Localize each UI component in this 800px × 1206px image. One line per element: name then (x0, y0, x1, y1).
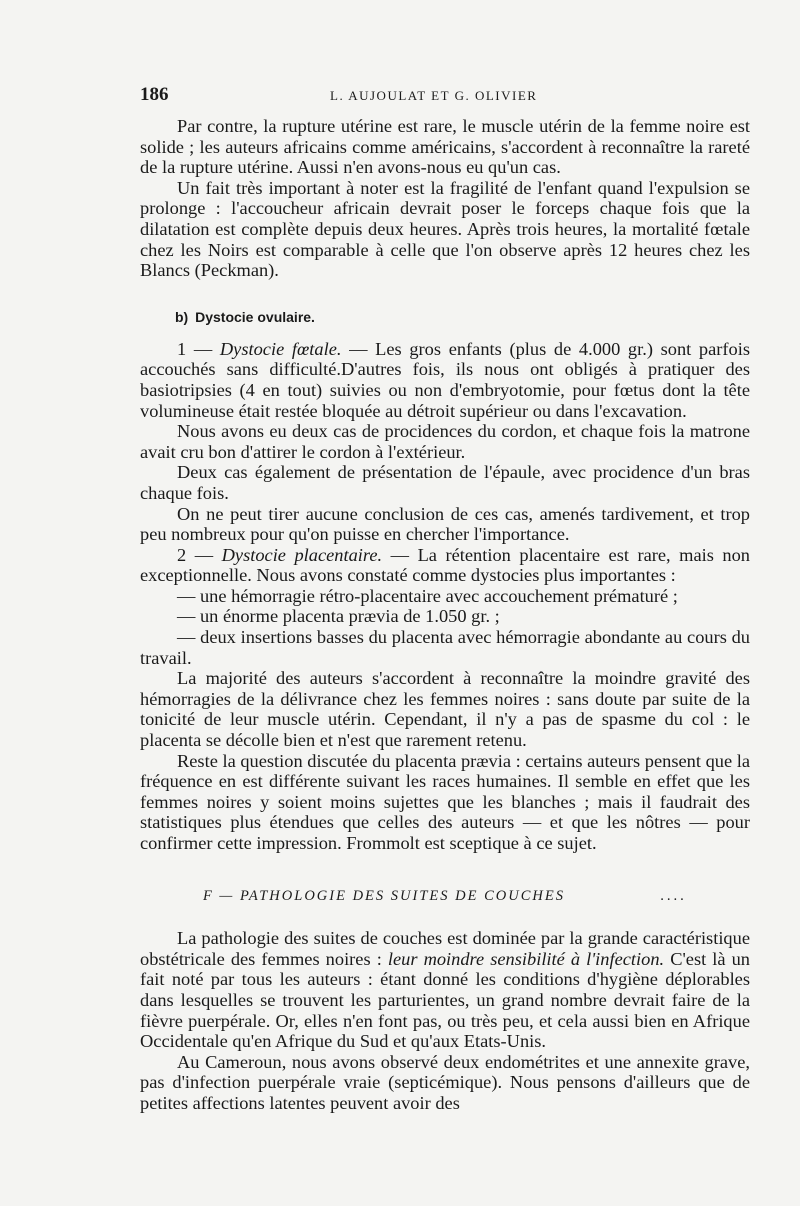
numbered-item (140, 339, 750, 421)
running-head: L. AUJOULAT ET G. OLIVIER (330, 88, 538, 103)
item-number: 1 — (177, 338, 220, 359)
paragraph: La majorité des auteurs s'accordent à reconnaître la moindre gravité des hémorragies de la délivrance chez les femmes noires : sans doute par suite de la tonicité de leur muscle utérin. Cependant, il n'y a pas de spasme du col : le placenta se décolle bien et n'est que rarement retenu. (140, 668, 750, 751)
emphasis-text: leur moindre sensibilité à l'infection. (387, 948, 665, 969)
dash-list-item: — une hémorragie rétro-placentaire avec accouchement prématuré ; (177, 585, 678, 606)
item-text: — La rétention placentaire est rare, mais non exceptionnelle. Nous avons constaté comme dystocies plus importantes : (140, 544, 751, 586)
item-number: 2 — (177, 544, 222, 565)
page-header (140, 84, 750, 108)
paragraph: Reste la question discutée du placenta prævia : certains auteurs pensent que la fréquence en est différente suivant les races humaines. Il semble en effet que les femmes noires y soient moins sujettes que les blanches ; mais il faudrait des statistiques plus étendues que celles des auteurs — et que les nôtres — pour confirmer cette impression. Frommolt est sceptique à ce sujet. (140, 750, 750, 853)
subsection-marker: b) (175, 308, 189, 325)
dash-list-item: — deux insertions basses du placenta avec hémorragie abondante au cours du travail. (140, 627, 750, 668)
section-dots: .... (660, 887, 688, 904)
item-text: — Les gros enfants (plus de 4.000 gr.) sont parfois accouchés sans difficulté.D'autres fois, ils nous ont obligés à pratiquer des basiotripsies (4 en tout) suivies ou non d'embryotomie, pour fœtus dont la tête volumineuse était restée bloquée au détroit supérieur ou dans l'excavation. (140, 338, 750, 421)
paragraph: Deux cas également de présentation de l'épaule, avec procidence d'un bras chaque fois. (140, 462, 750, 503)
paragraph: Au Cameroun, nous avons observé deux endométrites et une annexite grave, pas d'infection puerpérale vraie (septicémique). Nous pensons d'ailleurs que de petites affections latentes peuvent avoir des (140, 1051, 750, 1113)
body-text (140, 116, 750, 1114)
paragraph-text: C'est là un fait noté par tous les auteurs : étant donné les conditions d'hygiène déplorables dans lesquelles se trouvent les parturientes, un grand nombre devrait faire de la fièvre puerpérale. Or, elles n'en font pas, ou très peu, et cela aussi bien en Afrique Occidentale qu'en Afrique du Sud et qu'aux Etats-Unis. (140, 948, 751, 1052)
item-title: Dystocie fœtale. (219, 338, 342, 359)
dash-list-item: — un énorme placenta prævia de 1.050 gr. ; (177, 606, 500, 627)
paragraph: On ne peut tirer aucune conclusion de ces cas, amenés tardivement, et trop peu nombreux pour qu'on puisse en chercher l'importance. (140, 503, 750, 545)
paragraph: Par contre, la rupture utérine est rare, le muscle utérin de la femme noire est solide ; les auteurs africains comme américains, s'accordent à reconnaître la rareté de la rupture utérine. Aussi n'en avons-nous eu qu'un cas. (140, 116, 750, 178)
paragraph-text: La pathologie des suites de couches est dominée par la grande caractéristique obstétricale des femmes noires : (140, 928, 750, 969)
subsection-heading (175, 307, 750, 327)
item-title: Dystocie placentaire. (221, 544, 383, 565)
numbered-item (140, 545, 750, 586)
paragraph: Un fait très important à noter est la fragilité de l'enfant quand l'expulsion se prolonge : l'accoucheur africain devrait poser le forceps chaque fois que la dilatation est complète depuis deux heures. Après trois heures, la mortalité fœtale chez les Noirs est comparable à celle que l'on observe après 12 heures chez les Blancs (Peckman). (140, 177, 750, 281)
paragraph (140, 928, 750, 1052)
section-title: F — PATHOLOGIE DES SUITES DE COUCHES (202, 887, 565, 904)
paragraph: Nous avons eu deux cas de procidences du cordon, et chaque fois la matrone avait cru bon d'attirer le cordon à l'extérieur. (140, 421, 750, 462)
subsection-title: Dystocie ovulaire. (195, 308, 315, 325)
page-number: 186 (140, 84, 169, 105)
section-heading (140, 886, 750, 907)
